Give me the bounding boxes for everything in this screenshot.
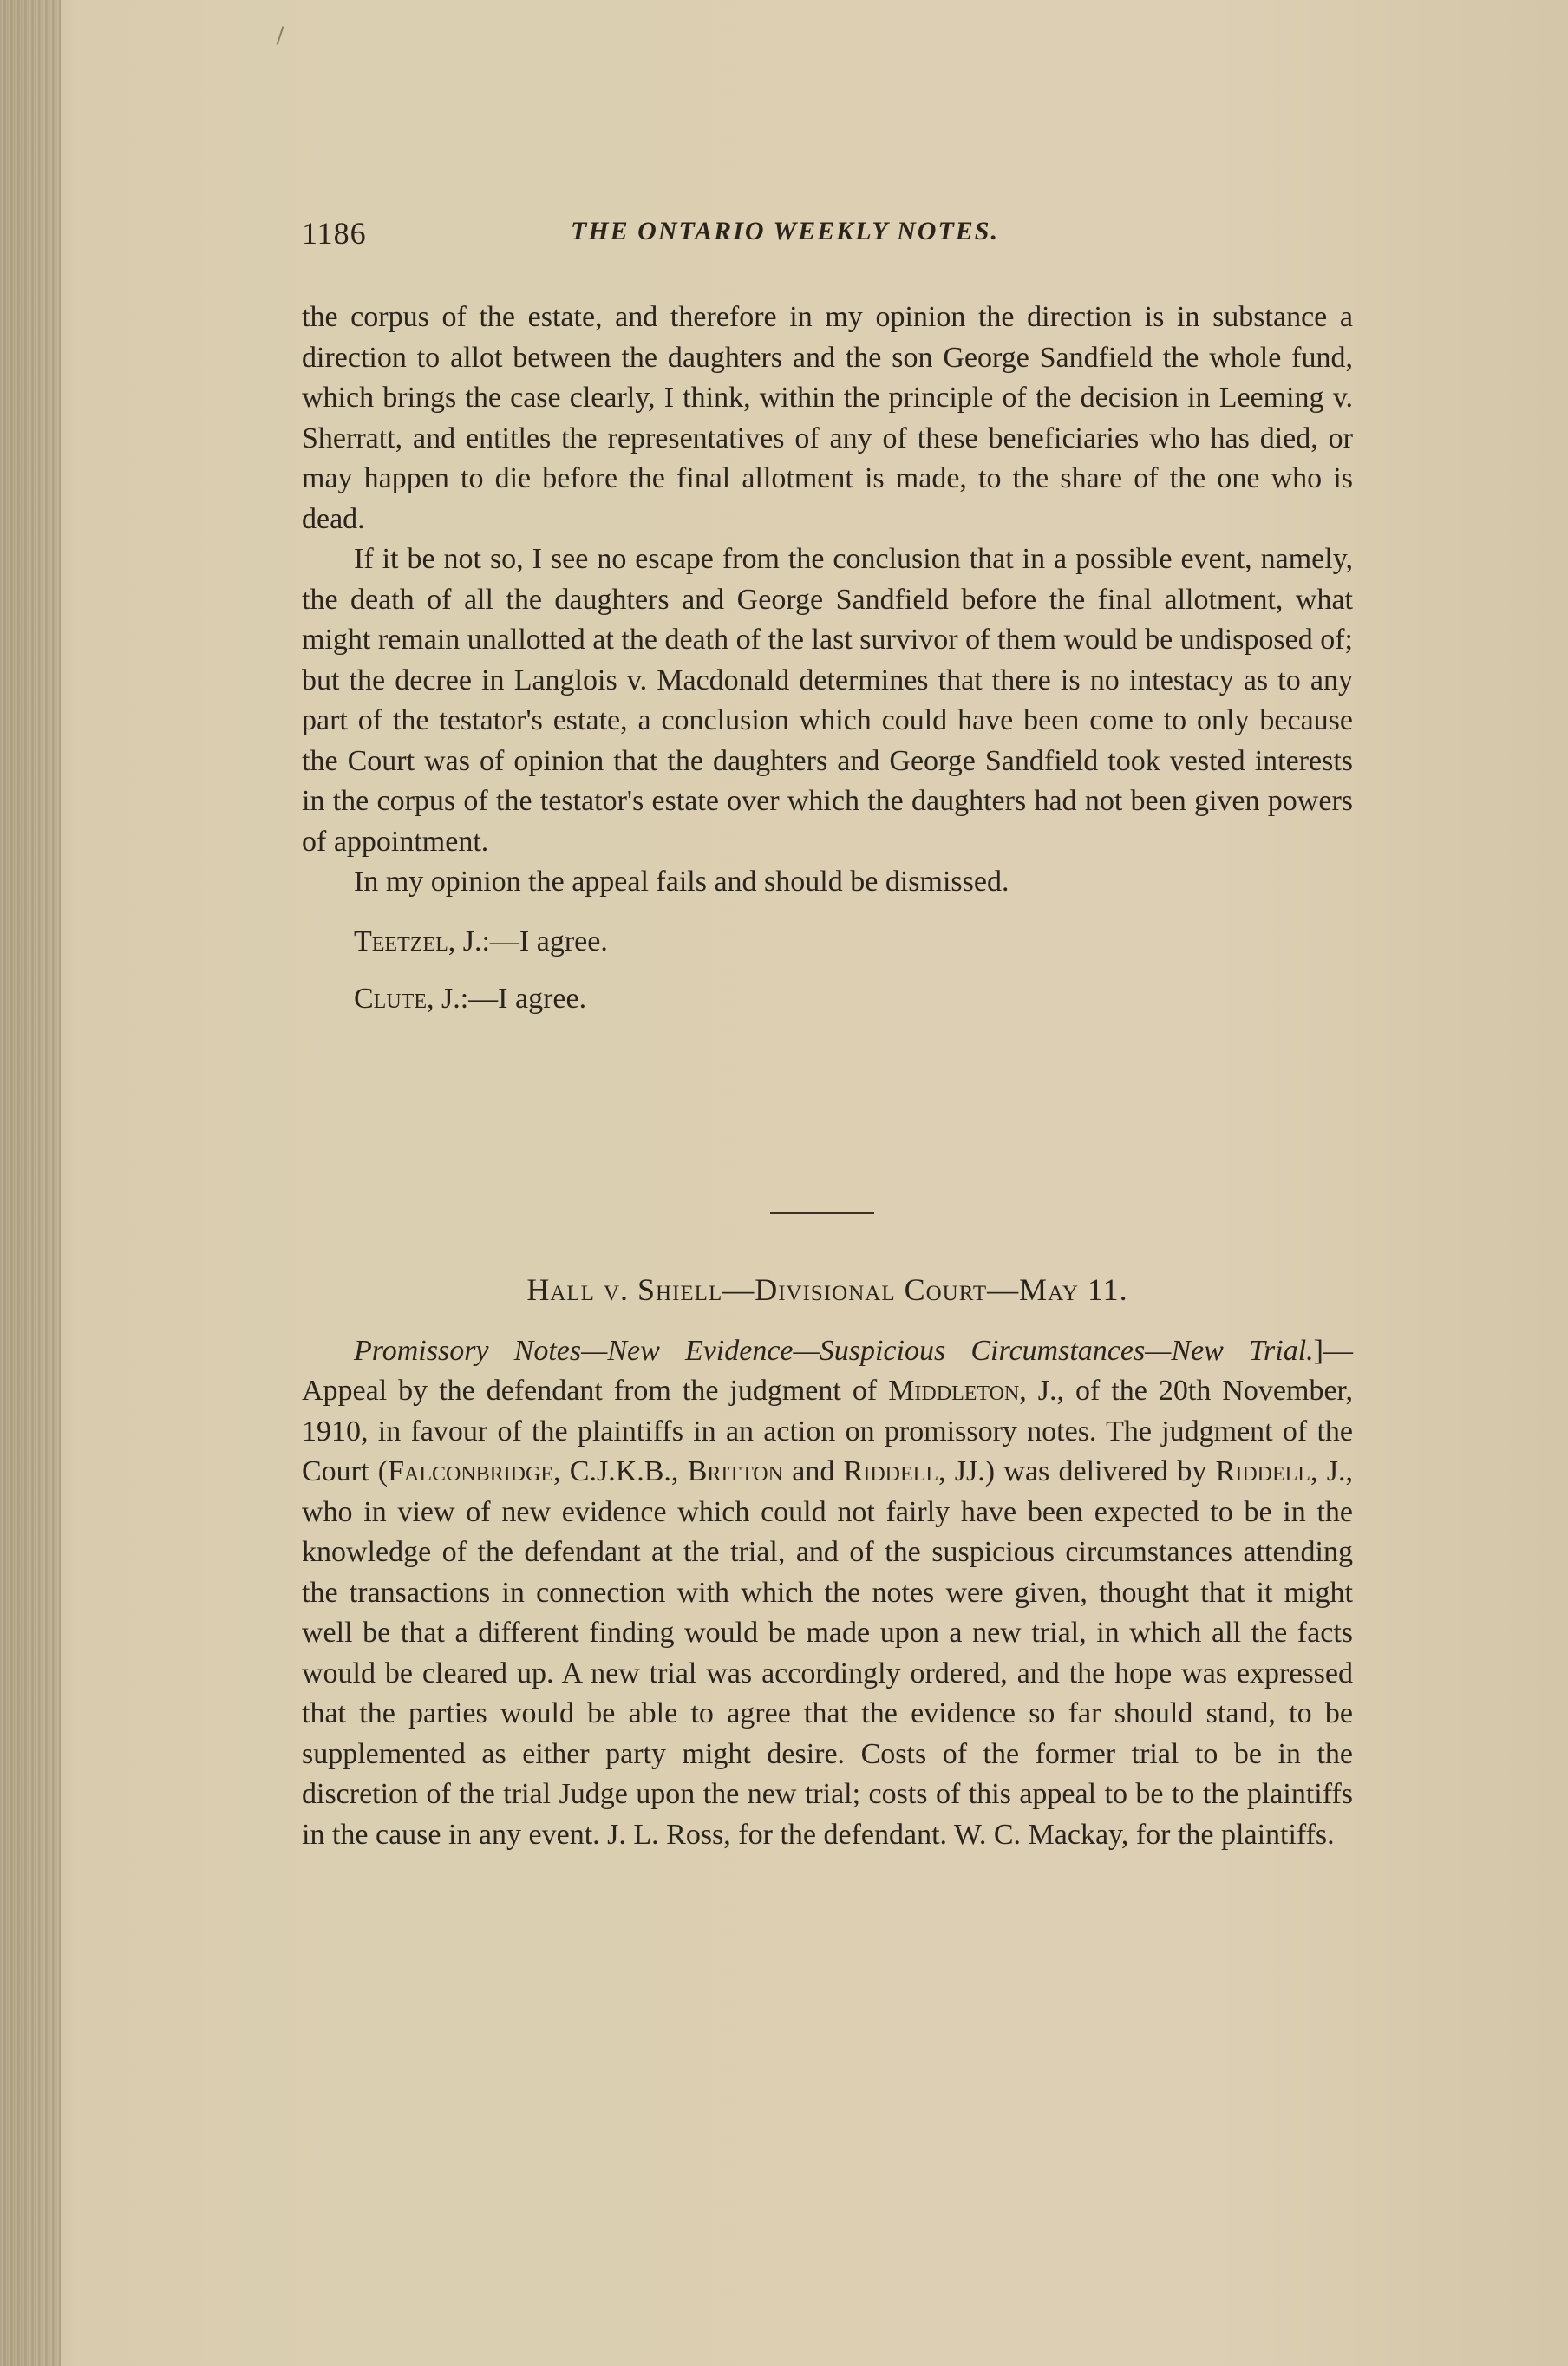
- case-text: , C.J.K.B.,: [552, 1455, 688, 1487]
- case-text: , J., of the 20th November, 1910, in favour of the plaintiffs in an action on promissory notes. The judgment of the Court (: [302, 1375, 1354, 1487]
- page-number: 1186: [302, 216, 367, 251]
- judge-name: Teetzel, J.: [354, 925, 482, 958]
- section-divider: [770, 1212, 874, 1214]
- case-text: , J., who in view of new evidence which could not fairly have been expected to be in the knowledge of the defendant at the trial, and of the suspicious circumstances attending the transactions in connection with which the notes were given, thought that it might well be that a different finding would be made upon a new trial, in which all the facts would be cleared up. A new trial was accordingly ordered, and the hope was expressed that the parties would be able to agree that the evidence so far should stand, to be supplemented as either party might desire. Costs of the former trial to be in the discretion of the trial Judge upon the new trial; costs of this appeal to be to the plaintiffs in the cause in any event. J. L. Ross, for the defendant. W. C. Mackay, for the plaintiffs.: [302, 1455, 1354, 1851]
- case-body: [302, 1331, 1353, 1856]
- running-head: THE ONTARIO WEEKLY NOTES.: [571, 217, 999, 245]
- book-binding-edge: [0, 0, 61, 2366]
- case-catchwords: Promissory Notes—New Evidence—Suspicious Circumstances—New Trial.: [354, 1334, 1314, 1367]
- page-header: [302, 215, 1351, 258]
- concurrence-teetzel: [354, 922, 1353, 963]
- judge-name: Britton: [687, 1455, 783, 1487]
- concurrence-text: :—I agree.: [481, 925, 608, 958]
- concurrence-clute: [354, 979, 1353, 1020]
- case-text: , JJ.) was delivered by: [938, 1455, 1216, 1487]
- case-text: and: [782, 1455, 844, 1487]
- concurrence-text: :—I agree.: [460, 983, 587, 1015]
- judge-name: Falconbridge: [388, 1455, 553, 1487]
- paragraph-continued: the corpus of the estate, and therefore in my opinion the direction is in substance a direction to allot between the daughters and the son George Sandfield the whole fund, which brings the case clearly, I think, within the principle of the decision in Leeming v. Sherratt, and entitles the representatives of any of these beneficiaries who has died, or may happen to die before the final allotment is made, to the share of the one who is dead.: [302, 301, 1353, 535]
- judge-name: Riddell: [1215, 1455, 1310, 1487]
- case-report: [302, 1270, 1353, 1855]
- judge-name: Middleton: [888, 1375, 1020, 1407]
- judgment-text: [302, 297, 1353, 1020]
- paragraph-conclusion: In my opinion the appeal fails and should be dismissed.: [354, 866, 1009, 898]
- judge-name: Riddell: [843, 1455, 938, 1487]
- case-heading: Hall v. Shiell—Divisional Court—May 11.: [526, 1272, 1128, 1307]
- case-text: ]—Appeal by the defendant from the judgment of: [302, 1334, 1353, 1407]
- paragraph: If it be not so, I see no escape from the conclusion that in a possible event, namely, the death of all the daughters and George Sandfield before the final allotment, what might remain unallotted at the death of the last survivor of them would be undisposed of; but the decree in Langlois v. Macdonald determines that there is no intestacy as to any part of the testator's estate, a conclusion which could have been come to only because the Court was of opinion that the daughters and George Sandfield took vested interests in the corpus of the testator's estate over which the daughters had not been given powers of appointment.: [302, 543, 1353, 858]
- judge-name: Clute, J.: [354, 983, 461, 1015]
